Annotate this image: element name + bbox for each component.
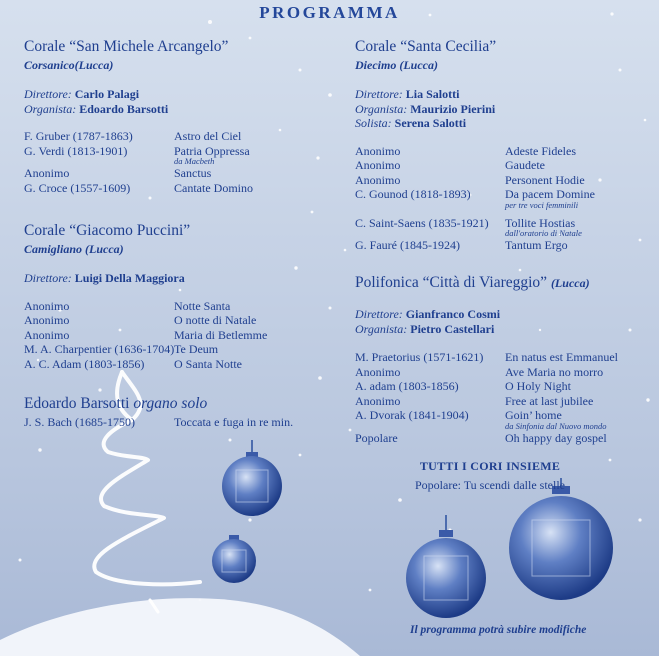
piece-row: C. Gounod (1818-1893) Da pacem Domine <box>355 187 595 201</box>
piece-list <box>24 298 268 372</box>
choir-name: Corale “Santa Cecilia” <box>355 38 497 55</box>
choir-name: Corale “Giacomo Puccini” <box>24 222 191 239</box>
organ-solo-section <box>24 395 294 430</box>
piece-row: G. Fauré (1845-1924) Tantum Ergo <box>355 238 568 252</box>
piece-row: Anonimo Sanctus <box>24 166 212 180</box>
director-line: Direttore: Carlo Palagi <box>24 87 140 101</box>
all-choirs-heading: TUTTI I CORI INSIEME <box>419 459 561 473</box>
choir-section-citta-di-viareggio <box>355 274 618 445</box>
piece-row: A. adam (1803-1856) O Holy Night <box>355 379 571 393</box>
piece-list <box>355 350 618 445</box>
piece-row: Anonimo Ave Maria no morro <box>355 364 604 379</box>
piece-row: A. Dvorak (1841-1904) Goin’ home <box>355 408 562 422</box>
all-choirs-section <box>390 459 590 493</box>
piece-row: J. S. Bach (1685-1750) Toccata e fuga in re min. <box>24 415 294 429</box>
choir-name: Polifonica “Città di Viareggio” (Lucca) <box>355 274 590 291</box>
choir-place: Camigliano (Lucca) <box>24 242 124 256</box>
piece-note: dall'oratorio di Natale <box>505 228 582 238</box>
snow-hill <box>0 598 360 656</box>
piece-row: A. C. Adam (1803-1856) O Santa Notte <box>24 356 242 371</box>
piece-row: Anonimo Personent Hodie <box>355 172 585 187</box>
piece-row: Anonimo Free at last jubilee <box>355 393 594 408</box>
choir-section-san-michele <box>24 38 253 195</box>
choir-section-santa-cecilia <box>355 38 595 253</box>
piece-row: Anonimo Adeste Fideles <box>355 143 576 158</box>
piece-list <box>24 129 253 195</box>
piece-note: da Sinfonia dal Nuovo mondo <box>505 420 607 431</box>
piece-row: Anonimo Maria di Betlemme <box>24 327 268 342</box>
piece-note: da Macbeth <box>174 156 215 166</box>
director-line: Direttore: Gianfranco Cosmi <box>355 307 501 321</box>
soloist-line: Solista: Serena Salotti <box>355 116 467 130</box>
organist-line: Organista: Pietro Castellari <box>355 321 495 336</box>
piece-row: Popolare Oh happy day gospel <box>355 430 607 445</box>
footer-note: Il programma potrà subire modifiche <box>410 624 587 636</box>
choir-name: Corale “San Michele Arcangelo” <box>24 38 229 55</box>
soloist-name: Edoardo Barsotti organo solo <box>24 395 208 412</box>
piece-row: M. A. Charpentier (1636-1704) Te Deum <box>24 342 219 356</box>
director-line: Direttore: Luigi Della Maggiora <box>24 271 185 285</box>
piece-row: M. Praetorius (1571-1621) En natus est Emmanuel <box>355 350 618 364</box>
piece-note: per tre voci femminili <box>505 199 579 210</box>
director-line: Direttore: Lia Salotti <box>355 87 460 101</box>
piece-row: Anonimo Gaudete <box>355 158 545 172</box>
piece-row: G. Verdi (1813-1901) Patria Oppressa <box>24 143 250 158</box>
piece-row: Anonimo Notte Santa <box>24 298 231 313</box>
page-title: PROGRAMMA <box>259 3 400 22</box>
piece-row: F. Gruber (1787-1863) Astro del Ciel <box>24 129 242 143</box>
piece-row: Anonimo O notte di Natale <box>24 313 257 327</box>
choir-place: Corsanico(Lucca) <box>24 58 114 72</box>
organist-line: Organista: Maurizio Pierini <box>355 101 496 116</box>
organist-line: Organista: Edoardo Barsotti <box>24 101 169 116</box>
choir-place: Diecimo (Lucca) <box>355 58 438 72</box>
all-choirs-piece: Popolare: Tu scendi dalle stelle <box>415 478 565 492</box>
choir-section-giacomo-puccini <box>24 222 268 371</box>
piece-row: G. Croce (1557-1609) Cantate Domino <box>24 180 253 195</box>
piece-list <box>355 143 595 253</box>
piece-row: C. Saint-Saens (1835-1921) Tollite Hostias <box>355 215 576 230</box>
